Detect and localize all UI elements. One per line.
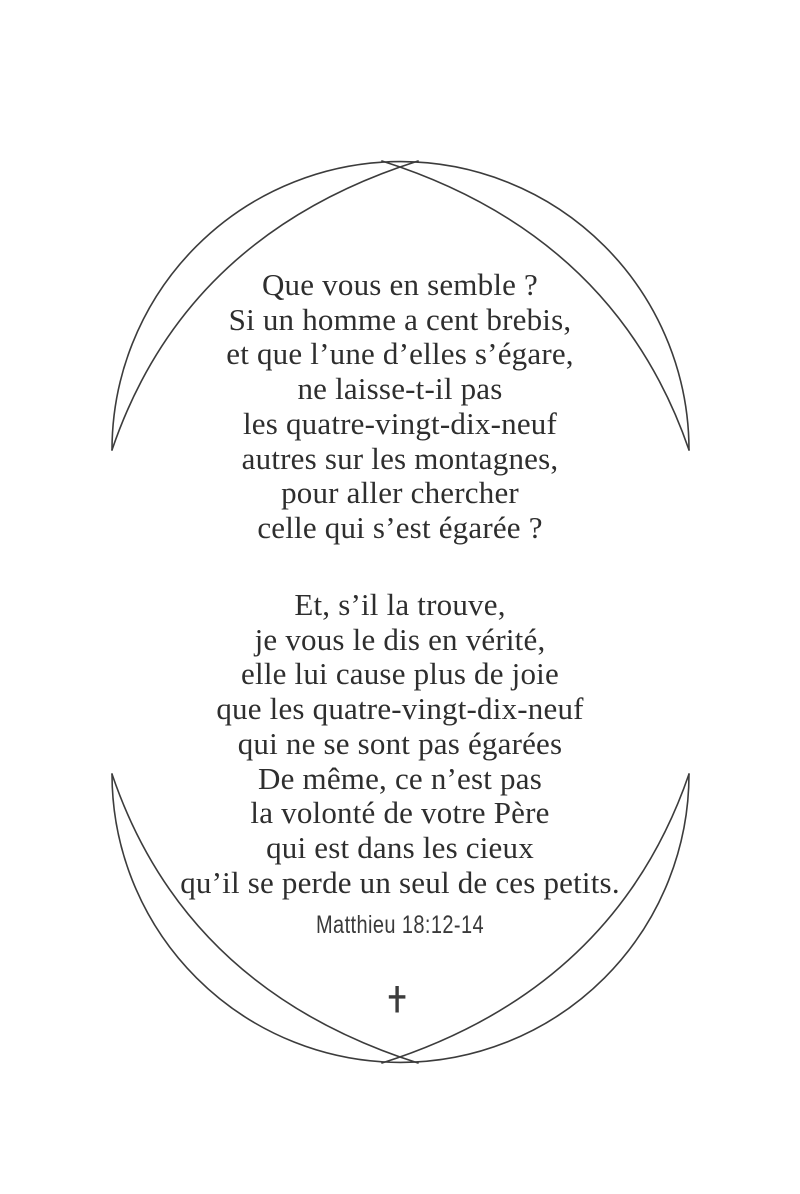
verse-line: Que vous en semble ?	[261, 267, 539, 302]
verse-block-1	[0, 268, 800, 546]
verse-line: pour aller chercher	[281, 475, 519, 511]
verse-line: qu’il se perde un seul de ces petits.	[180, 864, 620, 900]
verse-line: la volonté de votre Père	[250, 795, 550, 831]
verse-line: ne laisse-t-il pas	[297, 371, 503, 407]
cross-icon	[389, 986, 406, 1013]
verse-line: et que l’une d’elles s’égare,	[226, 336, 574, 372]
verse-line: je vous le dis en vérité,	[254, 621, 546, 657]
verse-line: qui est dans les cieux	[266, 829, 534, 865]
verse-line: Si un homme a cent brebis,	[228, 301, 572, 337]
verse-line: les quatre-vingt-dix-neuf	[242, 405, 558, 441]
verse-line: Et, s’il la trouve,	[294, 587, 506, 622]
verse-line: qui ne se sont pas égarées	[237, 725, 563, 761]
verse-block-2	[0, 588, 800, 900]
scripture-reference: Matthieu 18:12-14	[315, 911, 485, 939]
verse-line: De même, ce n’est pas	[258, 760, 542, 796]
verse-line: que les quatre-vingt-dix-neuf	[216, 691, 584, 727]
verse-line: elle lui cause plus de joie	[241, 656, 559, 692]
verse-line: celle qui s’est égarée ?	[257, 509, 543, 545]
verse-line: autres sur les montagnes,	[241, 440, 559, 476]
